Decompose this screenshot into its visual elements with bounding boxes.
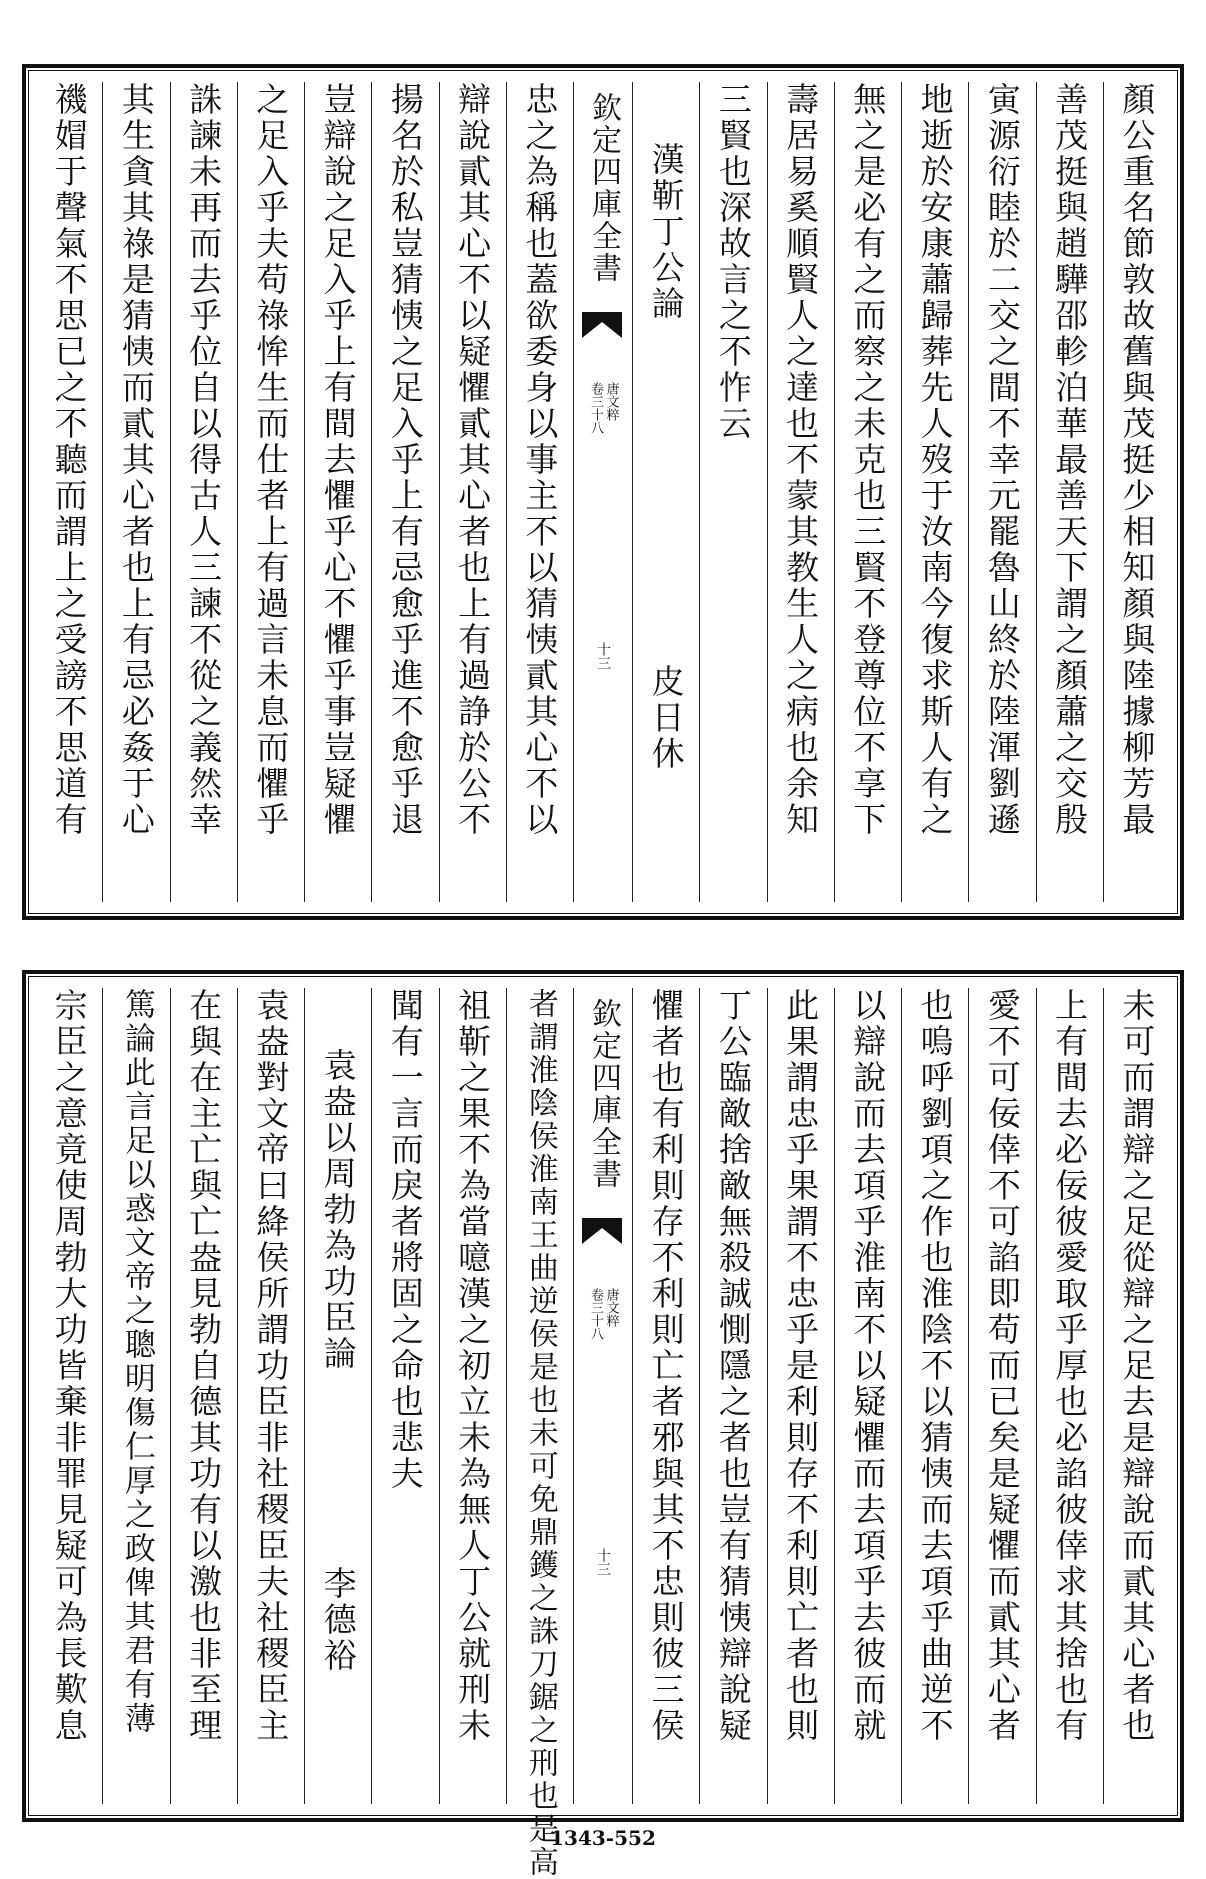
text-column (1103, 82, 1170, 902)
fascicle-label (587, 1288, 618, 1340)
text-column (439, 988, 506, 1804)
text-line: 此果謂忠乎果謂不忠乎是利則存不利則亡者也則 (781, 988, 821, 1744)
text-line: 上有間去必佞彼愛取乎厚也必諂彼倖求其捨也有 (1050, 988, 1090, 1744)
fascicle-name: 唐文粹 (603, 382, 619, 421)
essay-title-column (304, 988, 371, 1804)
text-line: 在與在主亡與亡盎見勃自德其功有以激也非至理 (184, 988, 224, 1744)
text-line: 祖靳之果不為當噫漢之初立未為無人丁公就刑未 (453, 988, 493, 1744)
text-line: 豈辯說之足入乎上有間去懼乎心不懼乎事豈疑懼 (318, 82, 358, 838)
text-line: 辯說貳其心不以疑懼貳其心者也上有過諍於公不 (453, 82, 493, 838)
text-column (237, 82, 304, 902)
text-line: 未可而謂辯之足從辯之足去是辯說而貳其心者也 (1117, 988, 1157, 1744)
leaf-number: 十三 (595, 642, 611, 670)
text-line: 之足入乎夫苟祿恈生而仕者上有過言未息而懼乎 (251, 82, 291, 838)
text-line: 地逝於安康蕭歸葬先人歿于汝南今復求斯人有之 (915, 82, 955, 838)
text-line: 禨媢于聲氣不思已之不聽而謂上之受謗不思道有 (49, 82, 89, 838)
text-line: 宗臣之意竟使周勃大功皆棄非罪見疑可為長歎息 (49, 988, 89, 1744)
text-line: 三賢也深故言之不怍云 (713, 82, 753, 442)
text-line: 誅諫未再而去乎位自以得古人三諫不從之義然幸 (184, 82, 224, 838)
book-title: 欽定四庫全書 (586, 92, 621, 284)
text-line: 聞有一言而戾者將固之命也悲夫 (385, 988, 425, 1492)
fascicle-label (587, 382, 618, 434)
book-title: 欽定四庫全書 (586, 998, 621, 1190)
text-column (1036, 988, 1103, 1804)
text-line: 無之是必有之而察之未克也三賢不登尊位不享下 (848, 82, 888, 838)
text-column (968, 82, 1035, 902)
text-line: 顏公重名節敦故舊與茂挺少相知顏與陸據柳芳最 (1117, 82, 1157, 838)
text-line: 篤論此言足以惑文帝之聰明傷仁厚之政俾其君有薄 (118, 988, 155, 1736)
essay-title-column (632, 82, 699, 902)
text-column (170, 82, 237, 902)
leaf-number: 十三 (595, 1548, 611, 1576)
text-column (36, 82, 102, 902)
text-column (1103, 988, 1170, 1804)
text-column (632, 988, 699, 1804)
text-line: 丁公臨敵捨敵無殺誠惻隱之者也豈有猜恞辯說疑 (713, 988, 753, 1744)
text-column (767, 988, 834, 1804)
essay-author: 皮日休 (646, 664, 686, 772)
text-column (506, 82, 573, 902)
text-column (102, 82, 169, 902)
text-line: 也嗚呼劉項之作也淮陰不以猜恞而去項乎曲逆不 (915, 988, 955, 1744)
text-column (506, 988, 573, 1879)
center-fold-column (573, 988, 632, 1804)
text-column (170, 988, 237, 1804)
text-line: 以辯說而去項乎淮南不以疑懼而去項乎去彼而就 (848, 988, 888, 1744)
text-column (102, 988, 169, 1804)
volume-label: 卷三十八 (588, 382, 603, 434)
text-column (901, 988, 968, 1804)
text-column (834, 988, 901, 1804)
text-line: 懼者也有利則存不利則亡者邪與其不忠則彼三侯 (646, 988, 686, 1744)
text-column (1036, 82, 1103, 902)
text-column (901, 82, 968, 902)
volume-label: 卷三十八 (588, 1288, 603, 1340)
text-line: 壽居易奚順賢人之達也不蒙其教生人之病也余知 (781, 82, 821, 838)
text-column (767, 82, 834, 902)
essay-author: 李德裕 (318, 1566, 358, 1674)
text-column (699, 988, 766, 1804)
text-column (699, 82, 766, 902)
text-line: 愛不可佞倖不可諂即苟而已矣是疑懼而貳其心者 (982, 988, 1022, 1744)
fish-tail-mark-icon (582, 312, 622, 338)
text-column (371, 82, 438, 902)
text-line: 寅源衍睦於二交之間不幸元罷魯山終於陸渾劉遜 (982, 82, 1022, 838)
text-column (304, 82, 371, 902)
top-columns (36, 82, 1170, 902)
essay-title: 袁盎以周勃為功臣論 (318, 1048, 358, 1372)
text-column (439, 82, 506, 902)
fish-tail-mark-icon (582, 1218, 622, 1244)
text-line: 袁盎對文帝曰絳侯所謂功臣非社稷臣夫社稷臣主 (251, 988, 291, 1744)
text-column (371, 988, 438, 1804)
top-page-frame (22, 64, 1184, 920)
page-code: 1343-552 (550, 1826, 656, 1850)
text-line: 善茂挺與趙驊邵軫泊華最善天下謂之顏蕭之交殷 (1050, 82, 1090, 838)
center-fold-column (573, 82, 632, 902)
essay-title: 漢靳丁公論 (646, 142, 686, 322)
text-line: 者謂淮陰侯淮南王曲逆侯是也未可免鼎鑊之誅刀鋸之刑也是高 (522, 988, 558, 1879)
text-column (36, 988, 102, 1804)
text-line: 其生貪其祿是猜恞而貳其心者也上有忌必姦于心 (116, 82, 156, 838)
text-column (834, 82, 901, 902)
text-column (237, 988, 304, 1804)
text-column (968, 988, 1035, 1804)
fascicle-name: 唐文粹 (603, 1288, 619, 1327)
text-line: 揚名於私豈猜恞之足入乎上有忌愈乎進不愈乎退 (385, 82, 425, 838)
text-line: 忠之為稱也蓋欲委身以事主不以猜恞貳其心不以 (520, 82, 560, 838)
